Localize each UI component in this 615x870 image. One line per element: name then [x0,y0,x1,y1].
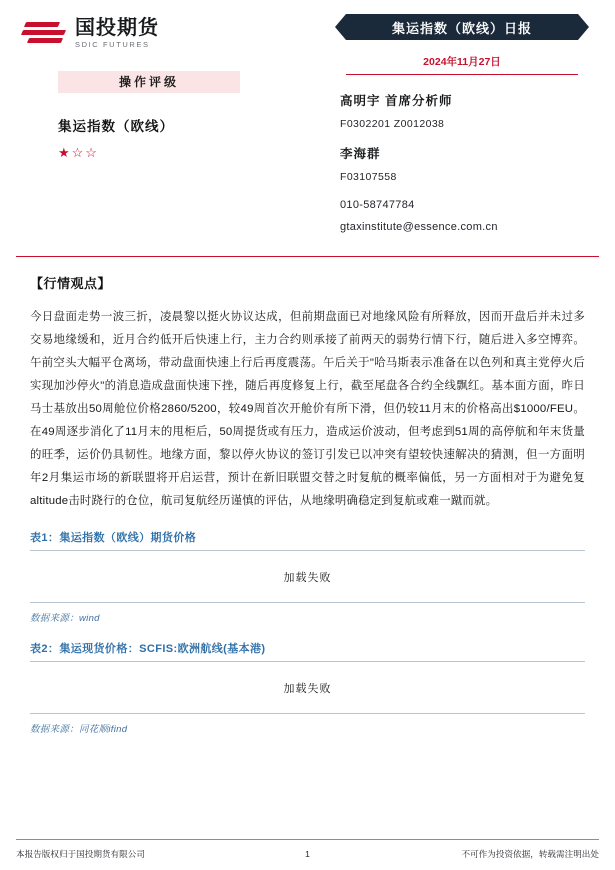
rating-banner: 操作评级 [58,71,240,93]
contact-phone: 010-58747784 [340,199,415,211]
report-date: 2024年11月27日 [346,54,578,75]
logo-mark-icon [22,20,68,46]
analyst-code: F03107558 [340,171,397,183]
table-block-2 [30,640,585,735]
company-logo [22,18,318,49]
footer-disclaimer: 不可作为投资依据，转载需注明出处 [461,849,599,859]
table-caption: 表2：集运现货价格：SCFIS:欧洲航线(基本港) [30,640,585,662]
report-title-ribbon: 集运指数（欧线）日报 [346,14,578,40]
section-title: 【行情观点】 [30,276,112,291]
header-right-column [318,14,597,250]
table-content-area [30,662,585,714]
market-commentary-paragraph: 今日盘面走势一波三折，凌晨黎以挺火协议达成，但前期盘面已对地缘风险有所释放，因而开盘后并未过多交易地缘缓和，近月合约低开后快速上行，主力合约则承接了前两天的弱势行情下行，随后进入多空博弈。午前空头大幅平仓离场，带动盘面快速上行后再度震荡。午后关于"哈马斯表示准备在以色列和真主党停火后实现加沙停火"的消息造成盘面快速下挫，随后再度修复上行，截至尾盘各合约全线飘红。基本面方面，昨日马士基放出50周舱位价格2860/5200，较49周首次开舱价有所下滑，但仍较11月末的价格高出$1000/FEU。在49周逐步消化了11月末的甩柜后，50周提货或有压力，造成运价波动，但考虑到51周的高停航和年末货量的旺季，运价仍具韧性。地缘方面，黎以停火协议的签订引发已以冲突有望较快速解决的猜测，但一方面明年2月集运市场的新联盟将开启运营，预计在新旧联盟交替之时复航的概率偏低，另一方面相对于为避免复altitude击时跷行的仓位，航司复航经历谨慎的评估，从地缘明确稳定到复航或难一蹴而就。 [30,311,585,508]
footer-copyright: 本报告版权归于国投期货有限公司 [16,849,145,859]
analyst-name: 李海群 [340,147,381,161]
table-caption: 表1：集运指数（欧线）期货价格 [30,529,585,551]
logo-company-en: SDIC FUTURES [75,40,150,49]
report-header [0,0,615,250]
report-body [0,257,615,735]
table-block-1 [30,529,585,624]
logo-company-cn: 国投期货 [75,17,159,39]
footer-page-number: 1 [305,849,310,859]
product-name: 集运指数（欧线） [58,118,174,134]
contact-email[interactable]: gtaxinstitute@essence.com.cn [340,221,498,233]
report-footer [0,839,615,870]
footer-divider [16,839,599,840]
rating-stars: ★☆☆ [58,144,99,160]
footer-row [16,848,599,860]
header-left-column [18,14,318,250]
analyst-code: F0302201 Z0012038 [340,118,445,130]
table-load-failed-message: 加载失败 [283,571,332,584]
analyst-name: 高明宇 首席分析师 [340,94,453,108]
logo-text [75,18,159,49]
table-source: 数据来源：wind [30,613,100,625]
table-content-area [30,551,585,603]
table-source: 数据来源：同花顺ifind [30,724,128,736]
table-load-failed-message: 加载失败 [283,682,332,695]
analyst-block [328,91,597,233]
